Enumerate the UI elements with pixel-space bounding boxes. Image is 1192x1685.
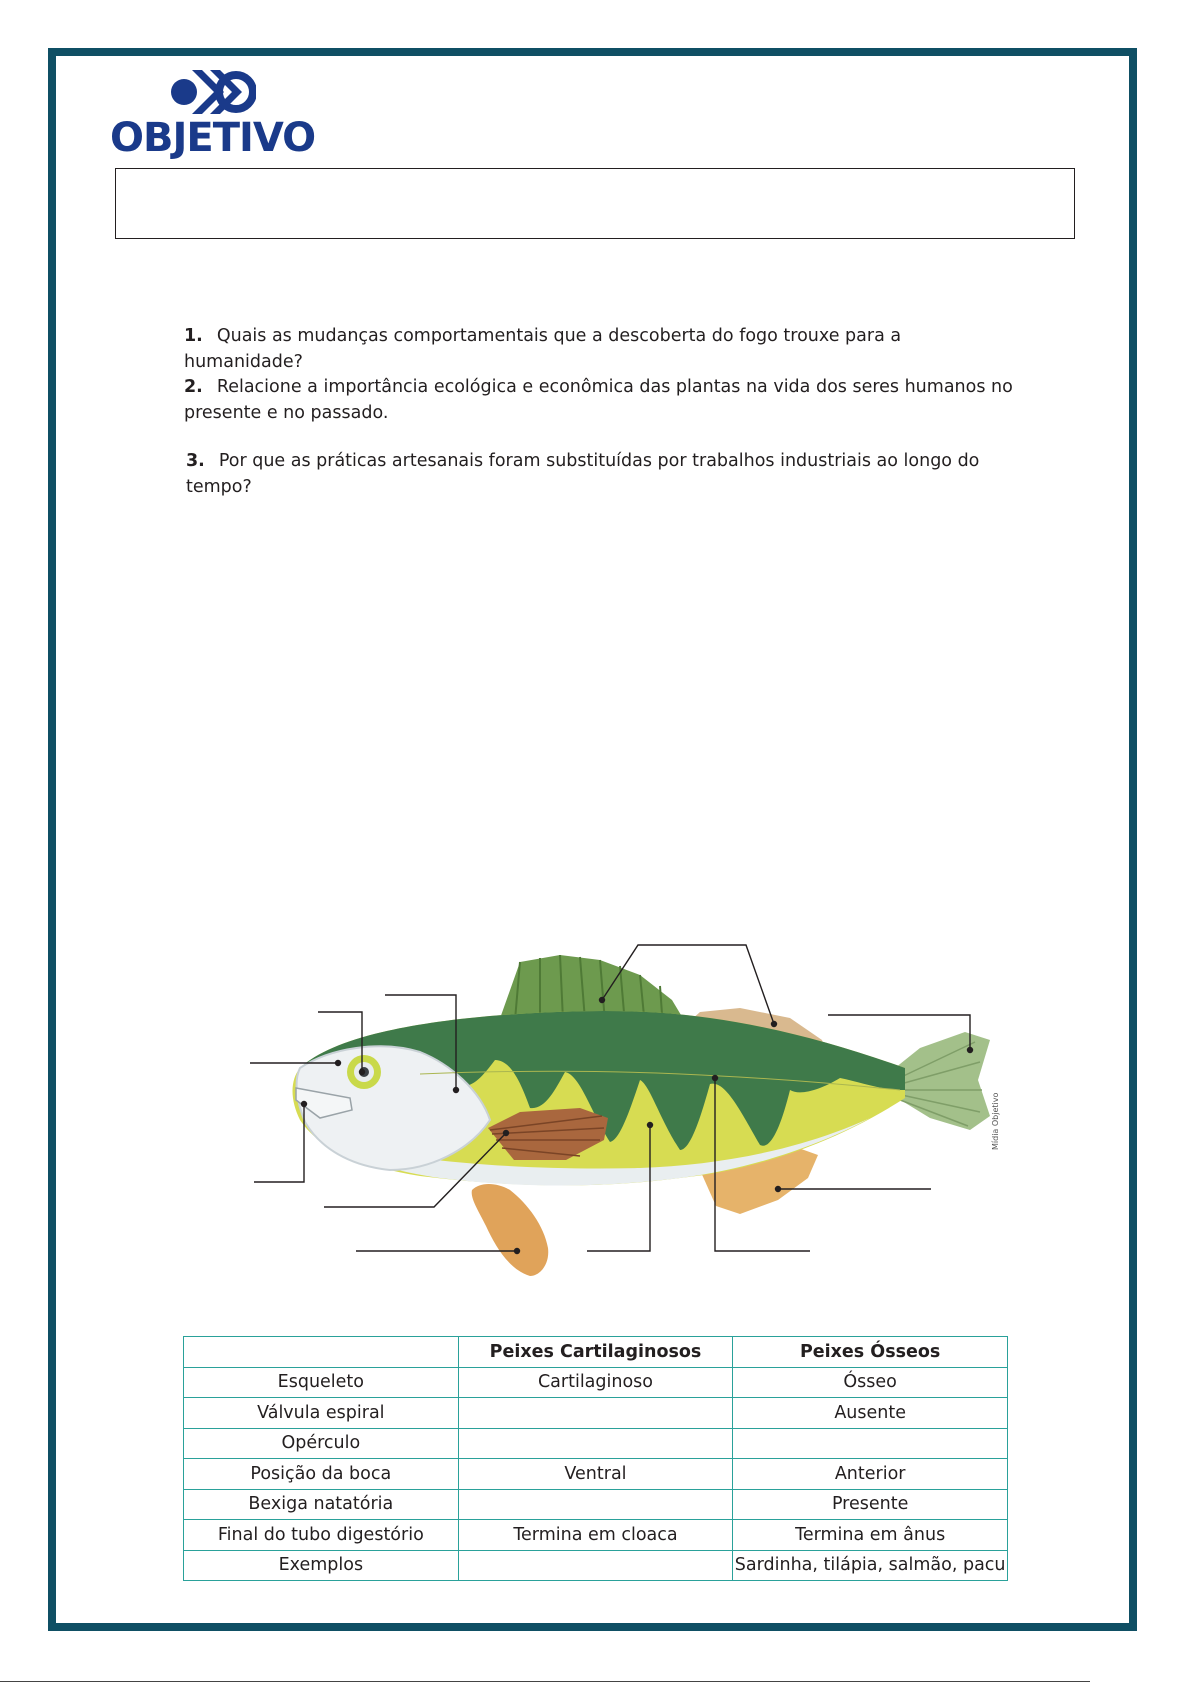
table-cell: Opérculo — [184, 1428, 459, 1459]
table-cell: Ósseo — [733, 1367, 1008, 1398]
table-cell: Exemplos — [184, 1550, 459, 1581]
page-bottom-rule — [0, 1681, 1090, 1682]
table-cell — [458, 1398, 733, 1429]
table-cell: Válvula espiral — [184, 1398, 459, 1429]
objetivo-logo-text: OBJETIVO — [110, 115, 316, 161]
table-cell: Anterior — [733, 1459, 1008, 1490]
figure-credit: Mídia Objetivo — [991, 1092, 1000, 1150]
table-cell: Cartilaginoso — [458, 1367, 733, 1398]
pelvic-fin — [472, 1184, 549, 1276]
table-row — [184, 1428, 1008, 1459]
table-cell: Termina em ânus — [733, 1520, 1008, 1551]
question-number: 2. — [184, 377, 203, 397]
table-cell: Sardinha, tilápia, salmão, pacu — [733, 1550, 1008, 1581]
question-3 — [186, 448, 1026, 500]
fish-comparison-table — [183, 1336, 1008, 1581]
table-header-cell: Peixes Ósseos — [733, 1337, 1008, 1368]
question-number: 3. — [186, 451, 205, 471]
table-row — [184, 1489, 1008, 1520]
objetivo-logo-mark-icon — [170, 66, 256, 116]
table-cell: Final do tubo digestório — [184, 1520, 459, 1551]
question-1 — [184, 323, 984, 375]
question-text: Relacione a importância ecológica e econômica das plantas na vida dos seres humanos no presente e no passado. — [184, 377, 1013, 423]
table-row — [184, 1459, 1008, 1490]
question-text: Por que as práticas artesanais foram substituídas por trabalhos industriais ao longo do tempo? — [186, 451, 980, 497]
question-number: 1. — [184, 326, 203, 346]
table-cell — [458, 1550, 733, 1581]
table-row — [184, 1398, 1008, 1429]
table-cell — [733, 1428, 1008, 1459]
objetivo-logo — [110, 66, 320, 160]
table-cell — [458, 1489, 733, 1520]
table-header-row — [184, 1337, 1008, 1368]
header-box — [115, 168, 1075, 239]
table-cell — [458, 1428, 733, 1459]
table-row — [184, 1367, 1008, 1398]
question-2 — [184, 374, 1024, 426]
table-cell: Ausente — [733, 1398, 1008, 1429]
table-header-cell — [184, 1337, 459, 1368]
table-row — [184, 1520, 1008, 1551]
table-cell: Esqueleto — [184, 1367, 459, 1398]
table-cell: Presente — [733, 1489, 1008, 1520]
table-row — [184, 1550, 1008, 1581]
table-header-cell: Peixes Cartilaginosos — [458, 1337, 733, 1368]
table-cell: Termina em cloaca — [458, 1520, 733, 1551]
table-cell: Bexiga natatória — [184, 1489, 459, 1520]
fish-anatomy-diagram — [248, 942, 1018, 1282]
table-cell: Posição da boca — [184, 1459, 459, 1490]
question-text: Quais as mudanças comportamentais que a descoberta do fogo trouxe para a humanidade? — [184, 326, 902, 372]
table-cell: Ventral — [458, 1459, 733, 1490]
